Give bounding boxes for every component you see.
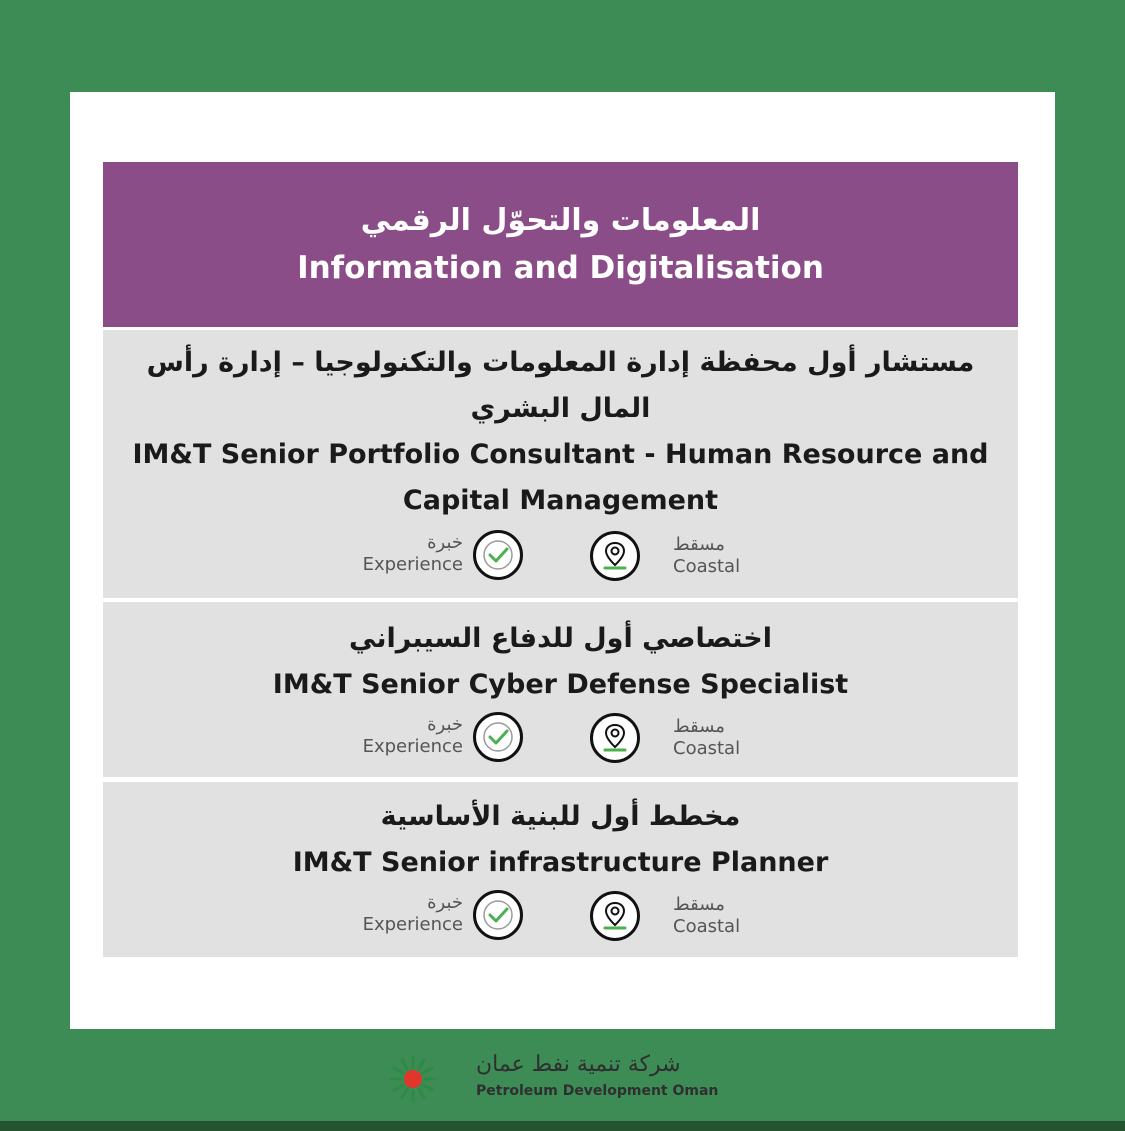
location-label: مسقط Coastal <box>673 894 741 937</box>
location-label: مسقط Coastal <box>673 716 741 759</box>
department-title-en: Information and Digitalisation <box>297 249 824 286</box>
pdo-name-ar: شركة تنمية نفط عمان <box>476 1052 681 1077</box>
department-header <box>103 162 1018 327</box>
check-circle-icon <box>473 712 523 762</box>
experience-label: خبرة Experience <box>362 892 463 935</box>
job-title-en: IM&T Senior Portfolio Consultant - Human Resource and Capital Management <box>132 439 989 516</box>
pdo-logo-icon <box>388 1054 438 1104</box>
job-row[interactable] <box>103 782 1018 957</box>
location-pin-icon <box>590 891 640 941</box>
bottom-strip <box>0 1121 1125 1131</box>
department-title-ar: المعلومات والتحوّل الرقمي <box>360 202 761 238</box>
job-meta <box>103 528 1018 588</box>
pdo-logo <box>388 1050 748 1110</box>
experience-label: خبرة Experience <box>362 532 463 575</box>
location-pin-icon <box>590 531 640 581</box>
vacancy-card <box>70 92 1055 1029</box>
job-meta <box>103 888 1018 948</box>
check-circle-icon <box>473 890 523 940</box>
job-title-ar: مخطط أول للبنية الأساسية <box>380 801 741 832</box>
job-title-ar: مستشار أول محفظة إدارة المعلومات والتكنولوجيا – إدارة رأس المال البشري <box>146 347 975 424</box>
job-title-ar: اختصاصي أول للدفاع السيبراني <box>349 623 772 654</box>
pdo-name-en: Petroleum Development Oman <box>476 1083 719 1099</box>
job-title-en: IM&T Senior Cyber Defense Specialist <box>272 669 849 700</box>
job-row[interactable] <box>103 602 1018 777</box>
experience-label: خبرة Experience <box>362 714 463 757</box>
job-row[interactable] <box>103 330 1018 598</box>
job-meta <box>103 710 1018 770</box>
location-pin-icon <box>590 713 640 763</box>
location-label: مسقط Coastal <box>673 534 741 577</box>
job-title-en: IM&T Senior infrastructure Planner <box>292 847 829 878</box>
check-circle-icon <box>473 530 523 580</box>
